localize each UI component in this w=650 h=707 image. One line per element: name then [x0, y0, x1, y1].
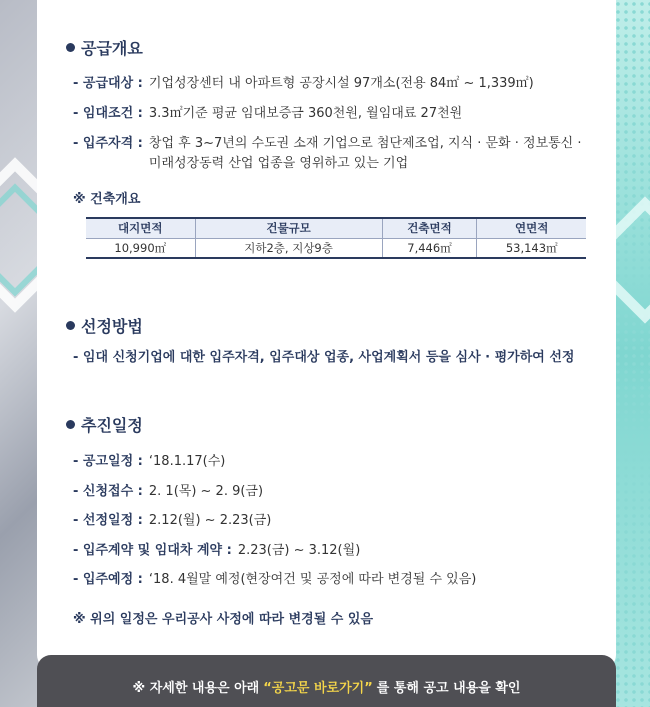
- building-overview-note: ※ 건축개요: [73, 192, 141, 207]
- section-title-text: 선정방법: [81, 317, 143, 336]
- schedule-item: [73, 452, 225, 472]
- schedule-item: [73, 541, 360, 561]
- row-label: - 입주자격 :: [73, 136, 143, 151]
- schedule-value: ‘18. 4월말 예정(현장여건 및 공정에 따라 변경될 수 있음): [148, 572, 477, 587]
- schedule-value: 2.23(금) ~ 3.12(월): [237, 543, 361, 558]
- section-title-text: 추진일정: [81, 416, 143, 435]
- section-title-text: 공급개요: [81, 39, 143, 58]
- table-cell: 7,446㎡: [382, 238, 477, 258]
- table-cell: 53,143㎡: [477, 238, 586, 258]
- schedule-label: - 입주계약 및 임대차 계약 :: [73, 543, 232, 558]
- table-cell: 지하2층, 지상9층: [195, 238, 382, 258]
- building-table: [86, 217, 586, 259]
- schedule-label: - 선정일정 :: [73, 513, 143, 528]
- schedule-value: 2.12(월) ~ 2.23(금): [148, 513, 272, 528]
- schedule-note: ※ 위의 일정은 우리공사 사정에 따라 변경될 수 있음: [73, 612, 374, 627]
- bullet-icon: [66, 420, 75, 429]
- lease-terms-row: [73, 104, 462, 124]
- bullet-icon: [66, 321, 75, 330]
- schedule-item: [73, 570, 476, 590]
- table-cell: 10,990㎡: [86, 238, 195, 258]
- footer-prefix: ※ 자세한 내용은 아래: [132, 680, 260, 696]
- qualification-line-2: 미래성장동력 산업 업종을 영위하고 있는 기업: [148, 156, 409, 171]
- table-header-cell: 건축면적: [382, 218, 477, 238]
- section-title-schedule: [66, 413, 143, 436]
- row-label: - 임대조건 :: [73, 106, 143, 121]
- schedule-label: - 입주예정 :: [73, 572, 143, 587]
- notice-link-text[interactable]: “공고문 바로가기”: [263, 680, 373, 696]
- row-value: 3.3㎡기준 평균 임대보증금 360천원, 월임대료 27천원: [148, 106, 463, 121]
- selection-method-row: [73, 348, 581, 368]
- qualification-line-1: 창업 후 3~7년의 수도권 소재 기업으로 첨단제조업, 지식 · 문화 · 정보통신 ·: [148, 136, 582, 151]
- row-value: [149, 134, 582, 174]
- section-title-supply: [66, 36, 143, 59]
- schedule-label: - 신청접수 :: [73, 484, 143, 499]
- table-header-cell: 연면적: [477, 218, 586, 238]
- footer-banner: [37, 655, 616, 707]
- footer-suffix: 를 통해 공고 내용을 확인: [376, 680, 521, 696]
- schedule-label: - 공고일정 :: [73, 454, 143, 469]
- qualification-row: [73, 134, 582, 174]
- table-header-cell: 건물규모: [195, 218, 382, 238]
- row-value: 기업성장센터 내 아파트형 공장시설 97개소(전용 84㎡ ~ 1,339㎡): [148, 76, 534, 91]
- selection-method-text: - 임대 신청기업에 대한 입주자격, 입주대상 업종, 사업계획서 등을 심사 · 평가하여 선정: [73, 350, 575, 365]
- schedule-item: [73, 511, 271, 531]
- schedule-value: ‘18.1.17(수): [148, 454, 226, 469]
- table-header-cell: 대지면적: [86, 218, 195, 238]
- table-row: [86, 238, 586, 258]
- bullet-icon: [66, 43, 75, 52]
- table-header-row: [86, 218, 586, 238]
- row-label: - 공급대상 :: [73, 76, 143, 91]
- schedule-value: 2. 1(목) ~ 2. 9(금): [148, 484, 264, 499]
- supply-target-row: [73, 74, 534, 94]
- schedule-item: [73, 482, 263, 502]
- section-title-selection: [66, 314, 143, 337]
